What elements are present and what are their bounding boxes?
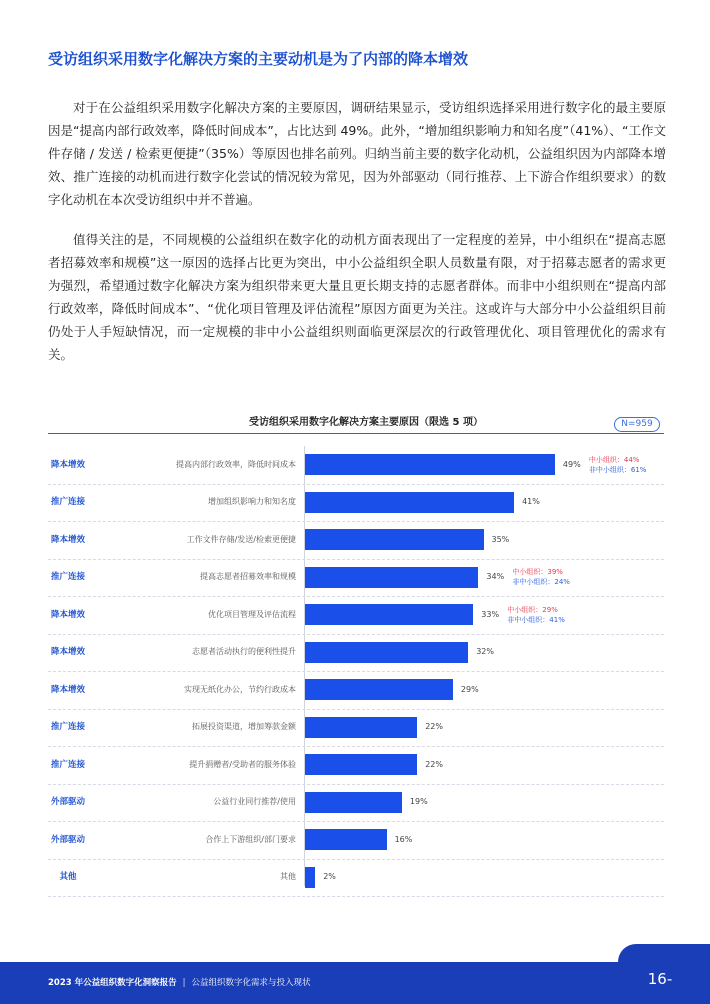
segment-note <box>512 567 570 587</box>
paragraph-1: 对于在公益组织采用数字化解决方案的主要原因，调研结果显示，受访组织选择采用进行数字化的最主要原因是“提高内部行政效率，降低时间成本”，占比达到 49%。此外，“增加组织影响力和知名度”（41%）、“工作文件存储 / 发送 / 检索更便捷”（35%）等原因也排名前列。归纳当前主要的数字化动机，公益组织因为内部降本增效、推广连接的动机而进行数字化尝试的情况较为常见，因为外部驱动（同行推荐、上下游合作组织要求）的数字化动机在本次受访组织中并不普遍。 <box>48 100 666 207</box>
note-sme: 中小组织：44% <box>588 455 640 464</box>
bar-value-label: 22% <box>425 759 443 769</box>
bar <box>305 829 387 850</box>
row-category: 降本增效 <box>50 534 85 545</box>
note-sme: 中小组织：39% <box>512 568 563 577</box>
footer-section-title: 公益组织数字化需求与投入现状 <box>191 978 311 988</box>
bar <box>305 642 468 663</box>
bar <box>305 717 417 738</box>
row-category: 其他 <box>59 872 77 883</box>
row-divider <box>48 484 664 485</box>
row-category: 降本增效 <box>50 684 85 695</box>
paragraph-2: 值得关注的是，不同规模的公益组织在数字化的动机方面表现出了一定程度的差异，中小组织在“提高志愿者招募效率和规模”这一原因的选择占比更为突出，中小公益组织全职人员数量有限，对于招募志愿者的需求更为强烈，希望通过数字化解决方案为组织带来更大量且更长期支持的志愿者群体。而非中小组织则在“提高内部行政效率，降低时间成本”、“优化项目管理及评估流程”原因方面更为关注。这或许与大部分中小公益组织目前仍处于人手短缺情况，而一定规模的非中小公益组织则面临更深层次的行政管理优化、项目管理优化的需求有关。 <box>48 232 666 362</box>
row-category: 降本增效 <box>50 609 85 620</box>
row-label: 志愿者活动执行的便利性提升 <box>192 647 296 657</box>
row-category: 推广连接 <box>50 759 85 770</box>
row-label: 优化项目管理及评估流程 <box>208 609 296 619</box>
row-category: 推广连接 <box>50 722 85 733</box>
row-divider <box>48 709 664 710</box>
bar-value-label: 35% <box>491 534 510 544</box>
row-label: 提升捐赠者/受助者的服务体验 <box>189 759 296 769</box>
row-category: 推广连接 <box>50 497 85 508</box>
bar <box>305 792 402 813</box>
bar <box>305 492 514 513</box>
row-label: 实现无纸化办公，节约行政成本 <box>184 684 296 694</box>
row-label: 工作文件存储/发送/检索更便捷 <box>186 534 296 544</box>
row-category: 降本增效 <box>50 459 85 470</box>
row-divider <box>48 671 664 672</box>
row-category: 外部驱动 <box>50 834 85 845</box>
row-divider <box>48 596 664 597</box>
row-divider <box>48 746 664 747</box>
chart-title: 受访组织采用数字化解决方案主要原因（限选 5 项） <box>249 417 483 428</box>
row-label: 合作上下游组织/部门要求 <box>205 834 296 844</box>
row-divider <box>48 859 664 860</box>
bar-value-label: 22% <box>425 722 443 732</box>
row-label: 提高内部行政效率，降低时间成本 <box>176 459 296 469</box>
row-label: 提高志愿者招募效率和规模 <box>200 572 296 582</box>
segment-note <box>589 455 647 475</box>
bar-value-label: 29% <box>460 684 479 694</box>
bar-value-label: 32% <box>476 647 494 657</box>
row-category: 推广连接 <box>50 572 85 583</box>
bar <box>305 867 315 888</box>
footer-report-title: 2023 年公益组织数字化洞察报告 <box>48 978 177 988</box>
row-label: 公益行业同行推荐/使用 <box>213 797 296 807</box>
note-non-sme: 非中小组织：41% <box>507 615 565 624</box>
row-label: 拓展投资渠道，增加筹款金额 <box>192 722 296 732</box>
note-non-sme: 非中小组织：24% <box>512 578 570 587</box>
bar-value-label: 16% <box>394 834 413 844</box>
bar <box>305 754 417 775</box>
bar <box>305 529 484 550</box>
segment-note <box>507 605 565 625</box>
row-divider <box>48 521 664 522</box>
row-label: 其他 <box>280 872 296 882</box>
row-label: 增加组织影响力和知名度 <box>208 497 296 507</box>
bar-value-label: 2% <box>323 872 336 882</box>
footer-text <box>48 976 311 988</box>
row-divider <box>48 896 664 897</box>
bar <box>305 454 555 475</box>
bar-value-label: 41% <box>522 497 540 507</box>
row-divider <box>48 784 664 785</box>
bar-value-label: 34% <box>486 572 505 582</box>
row-divider <box>48 559 664 560</box>
row-category: 外部驱动 <box>50 797 85 808</box>
bar-value-label: 19% <box>409 797 428 807</box>
row-divider <box>48 634 664 635</box>
note-non-sme: 非中小组织：61% <box>588 465 647 474</box>
footer-separator: | <box>182 978 186 988</box>
sample-size-badge: N=959 <box>614 417 660 432</box>
bar <box>305 679 453 700</box>
page-number: 16- <box>647 970 673 988</box>
row-divider <box>48 821 664 822</box>
bar <box>305 567 478 588</box>
note-sme: 中小组织：29% <box>507 605 558 614</box>
page-title: 受访组织采用数字化解决方案的主要动机是为了内部的降本增效 <box>48 50 469 68</box>
bar-value-label: 49% <box>562 459 581 469</box>
bar <box>305 604 473 625</box>
row-category: 降本增效 <box>50 647 85 658</box>
bar-value-label: 33% <box>481 609 500 619</box>
chart-top-divider <box>48 433 664 434</box>
